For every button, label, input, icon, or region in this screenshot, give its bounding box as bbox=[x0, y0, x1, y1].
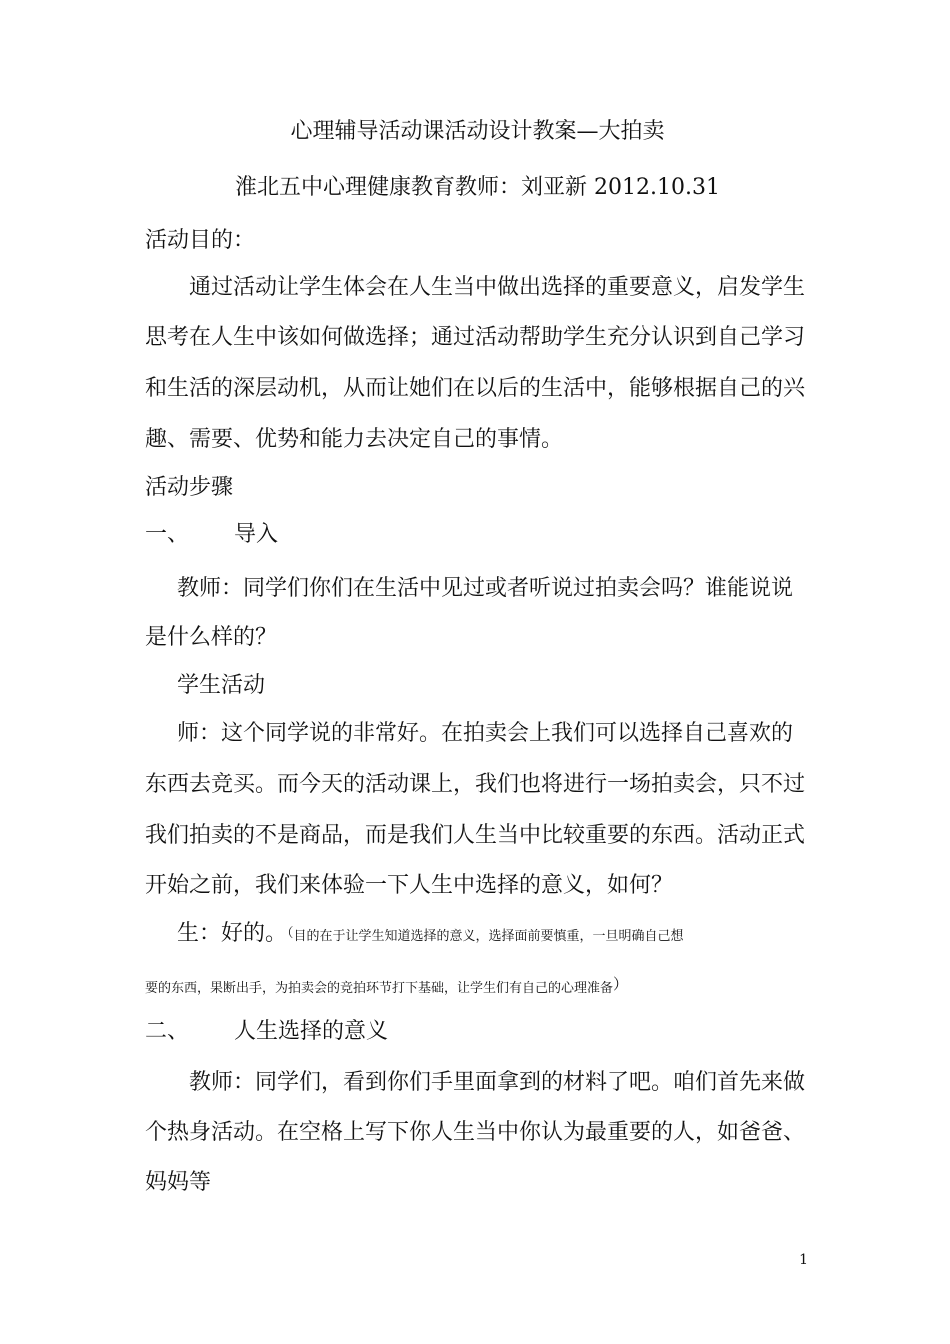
section-1-title: 导入 bbox=[234, 522, 279, 547]
teacher-response-line-4: 开始之前，我们来体验一下人生中选择的意义，如何？ bbox=[145, 873, 674, 898]
teacher-response-line-1: 师：这个同学说的非常好。在拍卖会上我们可以选择自己喜欢的 bbox=[177, 721, 794, 746]
teacher-response-line-2: 东西去竞买。而今天的活动课上，我们也将进行一场拍卖会，只不过 bbox=[145, 772, 806, 797]
section-1-number: 一、 bbox=[145, 522, 190, 547]
section-2-title: 人生选择的意义 bbox=[234, 1019, 389, 1044]
note-close-paren: ） bbox=[613, 975, 629, 993]
student-reply-line-1 bbox=[145, 920, 810, 951]
student-reply-main: 生：好的。 bbox=[177, 921, 288, 946]
warmup-line-3: 妈妈等 bbox=[145, 1170, 212, 1195]
teacher-response-line-3: 我们拍卖的不是商品，而是我们人生当中比较重要的东西。活动正式 bbox=[145, 823, 806, 848]
objective-line-2: 思考在人生中该如何做选择；通过活动帮助学生充分认识到自己学习 bbox=[145, 325, 806, 350]
warmup-line-2: 个热身活动。在空格上写下你人生当中你认为最重要的人，如爸爸、 bbox=[145, 1120, 806, 1145]
note-line-1: 目的在于让学生知道选择的意义，选择面前要慎重，一旦明确自己想 bbox=[293, 929, 684, 944]
objective-line-4: 趣、需要、优势和能力去决定自己的事情。 bbox=[145, 427, 564, 452]
note-line-2: 要的东西，果断出手，为拍卖会的竞拍环节打下基础，让学生们有自己的心理准备 bbox=[145, 981, 614, 996]
note-open-paren: （ bbox=[287, 926, 294, 941]
objective-line-3: 和生活的深层动机，从而让她们在以后的生活中，能够根据自己的兴 bbox=[145, 376, 806, 401]
student-reply-line-2 bbox=[145, 974, 810, 999]
objective-line-1: 通过活动让学生体会在人生当中做出选择的重要意义，启发学生 bbox=[189, 275, 806, 300]
warmup-line-1: 教师：同学们，看到你们手里面拿到的材料了吧。咱们首先来做 bbox=[189, 1070, 806, 1095]
steps-heading: 活动步骤 bbox=[145, 475, 234, 500]
section-1-heading bbox=[145, 521, 810, 549]
page-number: 1 bbox=[799, 1252, 808, 1268]
section-2-heading bbox=[145, 1018, 810, 1046]
teacher-question-line-2: 是什么样的？ bbox=[145, 625, 278, 650]
teacher-question-line-1: 教师：同学们你们在生活中见过或者听说过拍卖会吗？谁能说说 bbox=[177, 576, 794, 601]
objective-heading: 活动目的： bbox=[145, 228, 256, 253]
author-line: 淮北五中心理健康教育教师：刘亚新 2012.10.31 bbox=[235, 175, 720, 200]
student-activity: 学生活动 bbox=[177, 673, 266, 698]
document-title: 心理辅导活动课活动设计教案—大拍卖 bbox=[290, 119, 665, 144]
section-2-number: 二、 bbox=[145, 1019, 190, 1044]
